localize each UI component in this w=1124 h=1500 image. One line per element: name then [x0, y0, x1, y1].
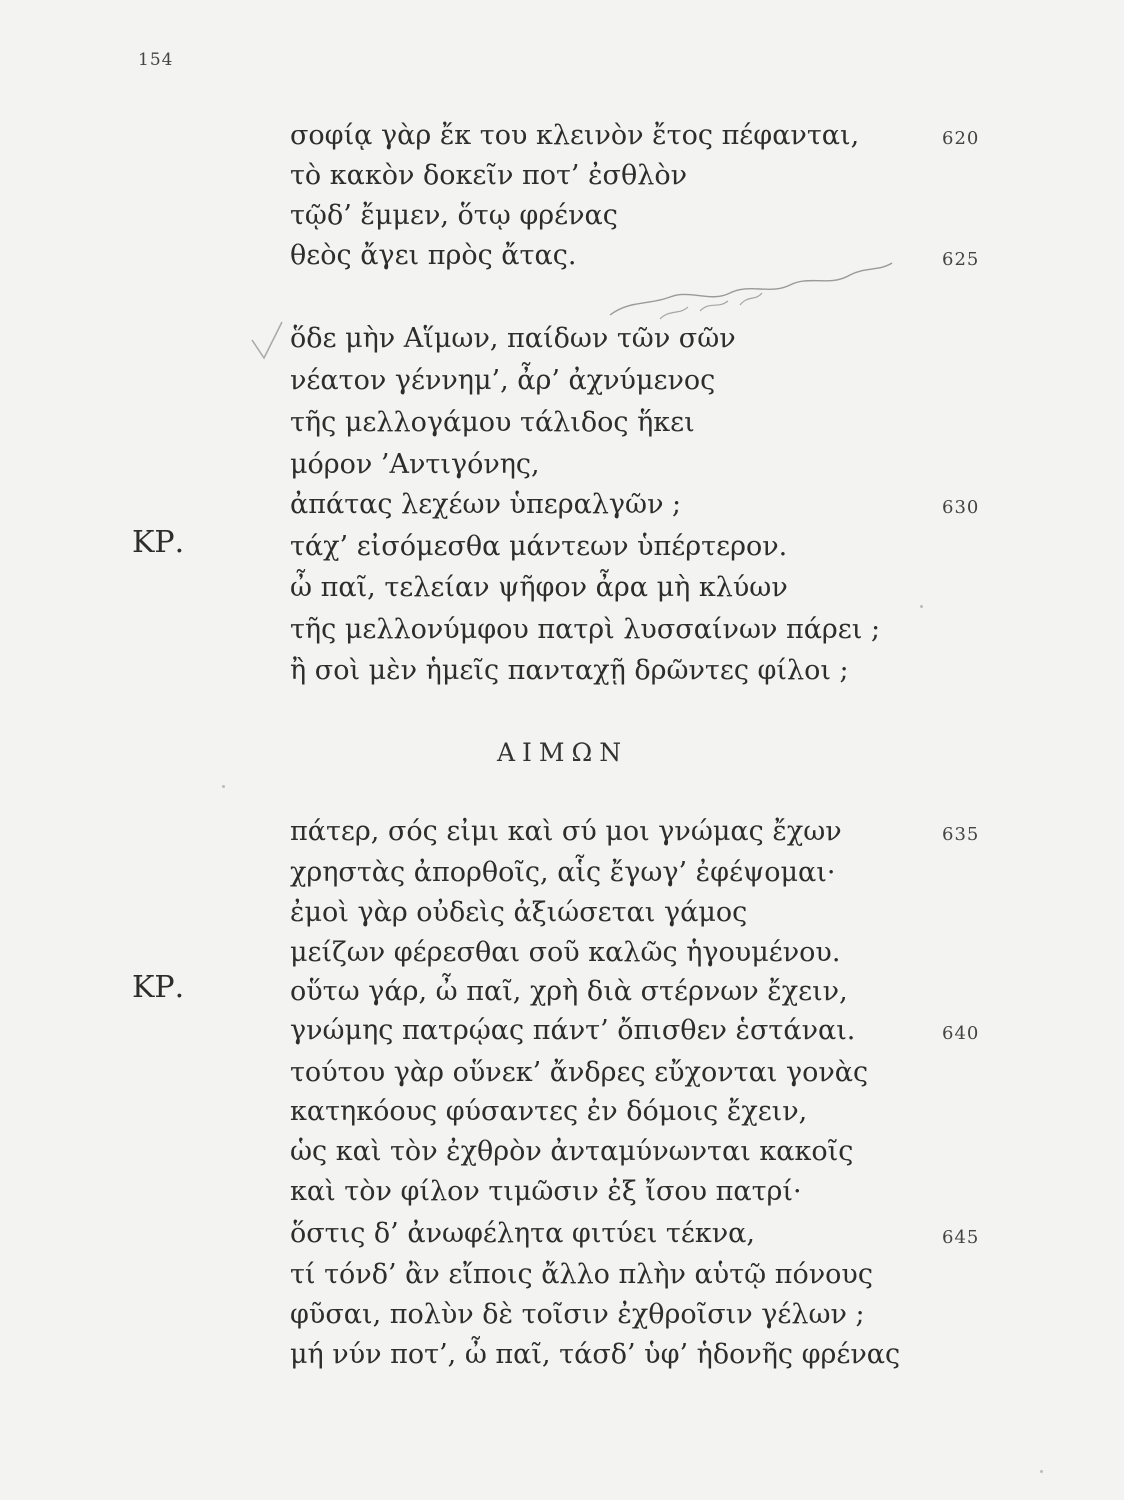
verse-line: οὕτω γάρ, ὦ παῖ, χρὴ διὰ στέρνων ἔχειν,: [290, 976, 848, 1007]
pencil-tick-mark: [248, 318, 288, 364]
verse-line: τούτου γὰρ οὕνεκ’ ἄνδρες εὔχονται γονὰς: [290, 1057, 869, 1088]
verse-line: θεὸς ἄγει πρὸς ἄτας.: [290, 240, 577, 271]
verse-line: μή νύν ποτ’, ὦ παῖ, τάσδ’ ὑφ’ ἡδονῆς φρένας: [290, 1339, 901, 1370]
verse-line: σοφίᾳ γὰρ ἔκ του κλεινὸν ἔτος πέφανται,: [290, 120, 860, 151]
paper-speck: [1040, 1470, 1043, 1473]
verse-line: τὸ κακὸν δοκεῖν ποτ’ ἐσθλὸν: [290, 160, 688, 191]
verse-line: ὡς καὶ τὸν ἐχθρὸν ἀνταμύνωνται κακοῖς: [290, 1136, 854, 1167]
verse-line: ἢ σοὶ μὲν ἡμεῖς πανταχῇ δρῶντες φίλοι ;: [290, 655, 849, 686]
speaker-label: ΚΡ.: [132, 970, 185, 1005]
verse-line: χρηστὰς ἀπορθοῖς, αἷς ἔγωγ’ ἐφέψομαι·: [290, 857, 836, 888]
verse-line: φῦσαι, πολὺν δὲ τοῖσιν ἐχθροῖσιν γέλων ;: [290, 1299, 865, 1330]
line-number: 645: [942, 1227, 980, 1248]
verse-line: κατηκόους φύσαντες ἐν δόμοις ἔχειν,: [290, 1096, 808, 1127]
verse-line: νέατον γέννημ’, ἆρ’ ἀχνύμενος: [290, 365, 716, 396]
pencil-annotation: [600, 245, 900, 335]
verse-line: ἀπάτας λεχέων ὑπεραλγῶν ;: [290, 489, 682, 520]
verse-line: τῆς μελλονύμφου πατρὶ λυσσαίνων πάρει ;: [290, 614, 881, 645]
verse-line: τί τόνδ’ ἂν εἴποις ἄλλο πλὴν αὑτῷ πόνους: [290, 1259, 873, 1290]
verse-line: γνώμης πατρῴας πάντ’ ὄπισθεν ἑστάναι.: [290, 1015, 856, 1046]
character-heading: ΑΙΜΩΝ: [497, 738, 629, 767]
line-number: 635: [942, 824, 980, 845]
paper-speck: [920, 605, 923, 608]
verse-line: ὦ παῖ, τελείαν ψῆφον ἆρα μὴ κλύων: [290, 572, 788, 603]
speaker-label: ΚΡ.: [132, 525, 185, 560]
verse-line: μόρον ’Αντιγόνης,: [290, 449, 540, 480]
line-number: 640: [942, 1023, 980, 1044]
line-number: 620: [942, 128, 980, 149]
verse-line: ὅστις δ’ ἀνωφέλητα φιτύει τέκνα,: [290, 1218, 755, 1249]
line-number: 625: [942, 249, 980, 270]
verse-line: μείζων φέρεσθαι σοῦ καλῶς ἡγουμένου.: [290, 937, 841, 968]
line-number: 630: [942, 497, 980, 518]
verse-line: τάχ’ εἰσόμεσθα μάντεων ὑπέρτερον.: [290, 531, 788, 562]
paper-speck: [222, 785, 225, 788]
verse-line: πάτερ, σός εἰμι καὶ σύ μοι γνώμας ἔχων: [290, 816, 842, 847]
verse-line: καὶ τὸν φίλον τιμῶσιν ἐξ ἴσου πατρί·: [290, 1176, 802, 1207]
verse-line: ὅδε μὴν Αἵμων, παίδων τῶν σῶν: [290, 323, 736, 354]
verse-line: ἐμοὶ γὰρ οὐδεὶς ἀξιώσεται γάμος: [290, 897, 748, 928]
verse-line: τῷδ’ ἔμμεν, ὅτῳ φρένας: [290, 200, 618, 231]
verse-line: τῆς μελλογάμου τάλιδος ἥκει: [290, 407, 695, 438]
page-number: 154: [138, 50, 174, 70]
